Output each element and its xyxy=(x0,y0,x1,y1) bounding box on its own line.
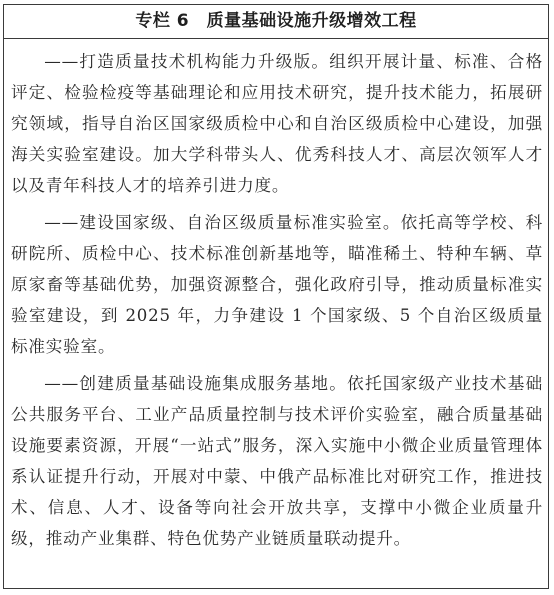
paragraph-standard-laboratories: ——建设国家级、自治区级质量标准实验室。依托高等学校、科研院所、质检中心、技术标准创新基地等，瞄准稀土、特种车辆、草原家畜等基础优势，加强资源整合，强化政府引导，推动质量标准实验室建设，到 2025 年，力争建设 1 个国家级、5 个自治区级质量标准实验室。 xyxy=(11,213,543,356)
column-box xyxy=(3,4,549,589)
box-title: 专栏 6 质量基础设施升级增效工程 xyxy=(4,5,548,39)
paragraph-testing-institutions: ——打造质量技术机构能力升级版。组织开展计量、标准、合格评定、检验检疫等基础理论和应用技术研究，提升技术能力，拓展研究领域，指导自治区国家级质检中心和自治区级质检中心建设，加强海关实验室建设。加大学科带头人、优秀科技人才、高层次领军人才以及青年科技人才的培养引进力度。 xyxy=(11,52,543,195)
paragraph-service-base: ——创建质量基础设施集成服务基地。依托国家级产业技术基础公共服务平台、工业产品质量控制与技术评价实验室，融合质量基础设施要素资源，开展“一站式”服务，深入实施中小微企业质量管理体系认证提升行动，开展对中蒙、中俄产品标准比对研究工作，推进技术、信息、人才、设备等向社会开放共享，支撑中小微企业质量升级，推动产业集群、特色优势产业链质量联动提升。 xyxy=(11,374,543,548)
box-content xyxy=(11,46,543,554)
